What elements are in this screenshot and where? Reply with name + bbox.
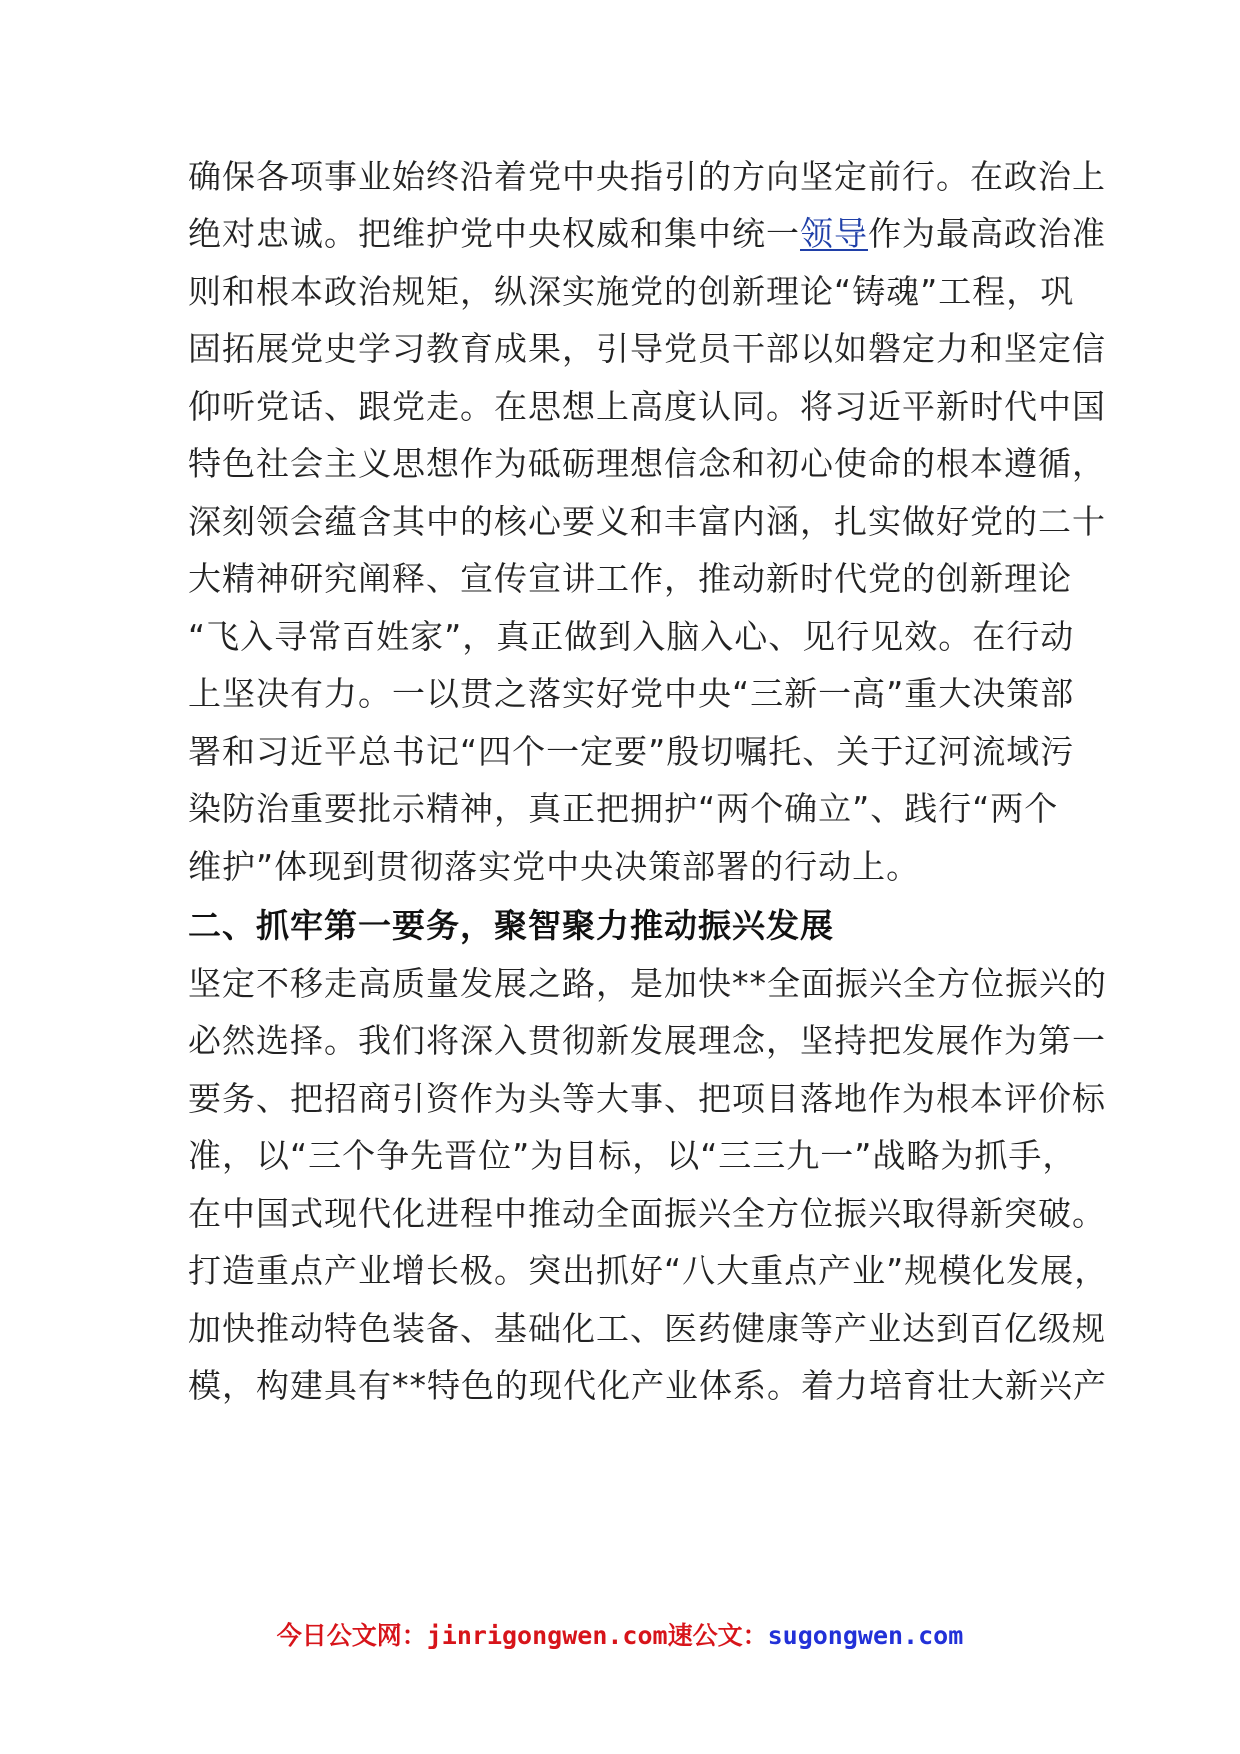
footer-site2-url[interactable]: sugongwen.com xyxy=(767,1621,964,1650)
section-line-6: 打造重点产业增长极。突出抓好“八大重点产业”规模化发展， xyxy=(188,1251,1109,1290)
section-line-7: 加快推动特色装备、基础化工、医药健康等产业达到百亿级规 xyxy=(188,1309,1106,1348)
footer-site1-name: 今日公文网： xyxy=(276,1621,427,1650)
body-line-7: 深刻领会蕴含其中的核心要义和丰富内涵，扎实做好党的二十 xyxy=(188,502,1106,541)
section-line-3: 要务、把招商引资作为头等大事、把项目落地作为根本评价标 xyxy=(188,1079,1106,1118)
section-line-4: 准，以“三个争先晋位”为目标，以“三三九一”战略为抓手， xyxy=(188,1136,1077,1175)
leadership-link[interactable]: 领导 xyxy=(800,214,868,253)
body-line-2-tail: 作为最高政治准 xyxy=(868,214,1106,253)
body-line-13: 维护”体现到贯彻落实党中央决策部署的行动上。 xyxy=(188,847,921,886)
body-line-3: 则和根本政治规矩，纵深实施党的创新理论“铸魂”工程，巩 xyxy=(188,272,1075,311)
body-line-8: 大精神研究阐释、宣传宣讲工作，推动新时代党的创新理论 xyxy=(188,559,1072,598)
section-line-1: 坚定不移走高质量发展之路，是加快**全面振兴全方位振兴的 xyxy=(188,964,1107,1003)
body-line-1: 确保各项事业始终沿着党中央指引的方向坚定前行。在政治上 xyxy=(188,157,1106,196)
body-line-9: “飞入寻常百姓家”，真正做到入脑入心、见行见效。在行动 xyxy=(188,617,1075,656)
body-line-5: 仰听党话、跟党走。在思想上高度认同。将习近平新时代中国 xyxy=(188,387,1106,426)
section-line-8: 模，构建具有**特色的现代化产业体系。着力培育壮大新兴产 xyxy=(188,1366,1107,1405)
footer-site2-name: 速公文： xyxy=(667,1621,768,1650)
body-line-2 xyxy=(188,214,1106,254)
body-line-12: 染防治重要批示精神，真正把拥护“两个确立”、践行“两个 xyxy=(188,789,1059,828)
section-heading: 二、抓牢第一要务，聚智聚力推动振兴发展 xyxy=(188,906,834,945)
body-line-10: 上坚决有力。一以贯之落实好党中央“三新一高”重大决策部 xyxy=(188,674,1075,713)
footer-site1-url[interactable]: jinrigongwen.com xyxy=(426,1621,668,1650)
section-line-2: 必然选择。我们将深入贯彻新发展理念，坚持把发展作为第一 xyxy=(188,1021,1106,1060)
body-line-4: 固拓展党史学习教育成果，引导党员干部以如磐定力和坚定信 xyxy=(188,329,1106,368)
body-line-6: 特色社会主义思想作为砥砺理想信念和初心使命的根本遵循， xyxy=(188,444,1106,483)
footer-watermark xyxy=(0,1616,1240,1652)
body-line-2-text: 绝对忠诚。把维护党中央权威和集中统一 xyxy=(188,214,800,253)
body-line-11: 署和习近平总书记“四个一定要”殷切嘱托、关于辽河流域污 xyxy=(188,732,1075,771)
section-line-5: 在中国式现代化进程中推动全面振兴全方位振兴取得新突破。 xyxy=(188,1194,1106,1233)
